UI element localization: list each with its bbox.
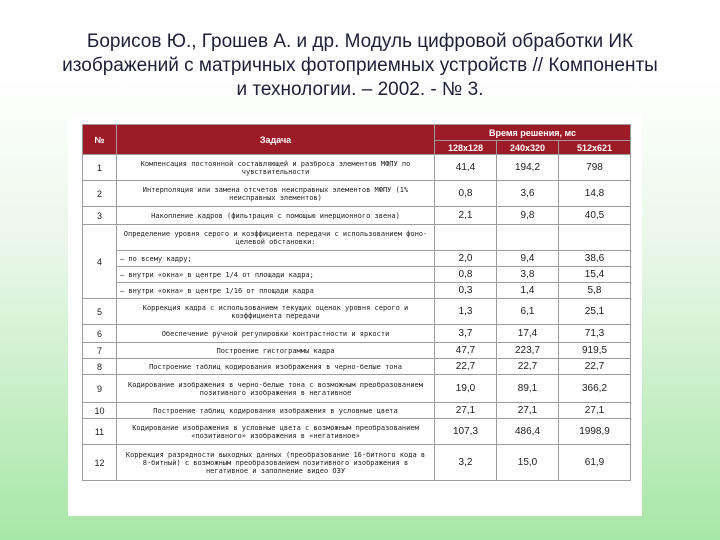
row-num: 1 — [83, 155, 117, 181]
row-num: 7 — [83, 343, 117, 359]
header-res-240: 240х320 — [497, 141, 559, 155]
row-v1: 2,1 — [435, 207, 497, 225]
row-v2: 27,1 — [497, 403, 559, 419]
row-v1: 0,8 — [435, 181, 497, 207]
table-card — [68, 116, 642, 516]
row-v1: 22,7 — [435, 359, 497, 375]
row-v2: 9,8 — [497, 207, 559, 225]
table-row — [83, 299, 631, 325]
row-v1: 107,3 — [435, 419, 497, 445]
row-v2: 89,1 — [497, 375, 559, 403]
row-v1: 19,0 — [435, 375, 497, 403]
row-v3: 61,9 — [559, 445, 631, 481]
subrow-task: — внутри «окна» в центре 1/4 от площади кадра; — [117, 267, 435, 283]
table-row — [83, 325, 631, 343]
row-v3: 25,1 — [559, 299, 631, 325]
row-num: 11 — [83, 419, 117, 445]
subrow-v2: 9,4 — [497, 251, 559, 267]
table-row — [83, 207, 631, 225]
row-v3: 798 — [559, 155, 631, 181]
table-subrow — [83, 267, 631, 283]
subrow-v2: 1,4 — [497, 283, 559, 299]
table-row — [83, 445, 631, 481]
row-v3: 71,3 — [559, 325, 631, 343]
row-v2: 15,0 — [497, 445, 559, 481]
row-task: Кодирование изображения в условные цвета с возможным преобразованием «позитивного» изображения в «негативное» — [117, 419, 435, 445]
row-v1: 3,2 — [435, 445, 497, 481]
table-row — [83, 181, 631, 207]
row-task: Компенсация постоянной составляющей и разброса элементов МФПУ по чувствительности — [117, 155, 435, 181]
row-v1: 1,3 — [435, 299, 497, 325]
subrow-task: — по всему кадру; — [117, 251, 435, 267]
title-line-3: и технологии. – 2002. - № 3. — [236, 79, 484, 100]
row-task: Построение таблиц кодирования изображения в черно-белые тона — [117, 359, 435, 375]
row-v3: 366,2 — [559, 375, 631, 403]
header-num: № — [83, 125, 117, 155]
subrow-task: — внутри «окна» в центре 1/16 от площади кадра — [117, 283, 435, 299]
row-task: Коррекция разрядности выходных данных (преобразование 16-битного кода в 8-битный) с возможным преобразованием позитивного изображения в негативное и заполнение видео ОЗУ — [117, 445, 435, 481]
row-v2: 6,1 — [497, 299, 559, 325]
row-v3: 27,1 — [559, 403, 631, 419]
title-line-2: изображений с матричных фотоприемных устройств // Компоненты — [62, 55, 658, 76]
header-task: Задача — [117, 125, 435, 155]
table-row — [83, 375, 631, 403]
table-row — [83, 343, 631, 359]
row-v2: 194,2 — [497, 155, 559, 181]
row-v1: 41,4 — [435, 155, 497, 181]
table-row — [83, 419, 631, 445]
row-num: 10 — [83, 403, 117, 419]
row-num: 12 — [83, 445, 117, 481]
table-subrow — [83, 283, 631, 299]
row-v3: 14,8 — [559, 181, 631, 207]
table-row — [83, 225, 631, 251]
table-row — [83, 359, 631, 375]
row-num: 6 — [83, 325, 117, 343]
row-v2: 17,4 — [497, 325, 559, 343]
subrow-v1: 2,0 — [435, 251, 497, 267]
subrow-v3: 5,8 — [559, 283, 631, 299]
row-v3: 1998,9 — [559, 419, 631, 445]
subrow-v1: 0,3 — [435, 283, 497, 299]
timing-table — [82, 124, 631, 481]
table-row — [83, 155, 631, 181]
table-row — [83, 403, 631, 419]
header-time: Время решения, мс — [435, 125, 631, 141]
row-v2: 22,7 — [497, 359, 559, 375]
row-task: Построение гистограммы кадра — [117, 343, 435, 359]
row-v1: 3,7 — [435, 325, 497, 343]
row-task: Построение таблиц кодирования изображения в условные цвета — [117, 403, 435, 419]
row-task: Кодирование изображения в черно-белые тона с возможным преобразованием позитивного изображения в негативное — [117, 375, 435, 403]
row-v3: 919,5 — [559, 343, 631, 359]
row-num: 9 — [83, 375, 117, 403]
table-subrow — [83, 251, 631, 267]
subrow-v3: 38,6 — [559, 251, 631, 267]
row-v3: 40,5 — [559, 207, 631, 225]
row-v2: 223,7 — [497, 343, 559, 359]
subrow-v2: 3,8 — [497, 267, 559, 283]
row-task: Интерполяция или замена отсчетов неисправных элементов МФПУ (1% неисправных элементов) — [117, 181, 435, 207]
row-task: Обеспечение ручной регулировки контрастности и яркости — [117, 325, 435, 343]
row-task: Определение уровня серого и коэффициента передачи с использованием фоно-целевой обстановки: — [117, 225, 435, 251]
row-num: 4 — [83, 225, 117, 299]
row-v2: 486,4 — [497, 419, 559, 445]
row-task: Коррекция кадра с использованием текущих оценок уровня серого и коэффициента передачи — [117, 299, 435, 325]
slide-title — [20, 30, 700, 102]
title-line-1: Борисов Ю., Грошев А. и др. Модуль цифровой обработки ИК — [86, 31, 634, 52]
row-num: 2 — [83, 181, 117, 207]
header-res-128: 128х128 — [435, 141, 497, 155]
row-v3: 22,7 — [559, 359, 631, 375]
header-res-512: 512х621 — [559, 141, 631, 155]
row-num: 5 — [83, 299, 117, 325]
row-num: 3 — [83, 207, 117, 225]
row-v1: 27,1 — [435, 403, 497, 419]
subrow-v3: 15,4 — [559, 267, 631, 283]
row-num: 8 — [83, 359, 117, 375]
row-v1: 47,7 — [435, 343, 497, 359]
subrow-v1: 0,8 — [435, 267, 497, 283]
row-task: Накопление кадров (фильтрация с помощью инерционного звена) — [117, 207, 435, 225]
row-v2: 3,6 — [497, 181, 559, 207]
